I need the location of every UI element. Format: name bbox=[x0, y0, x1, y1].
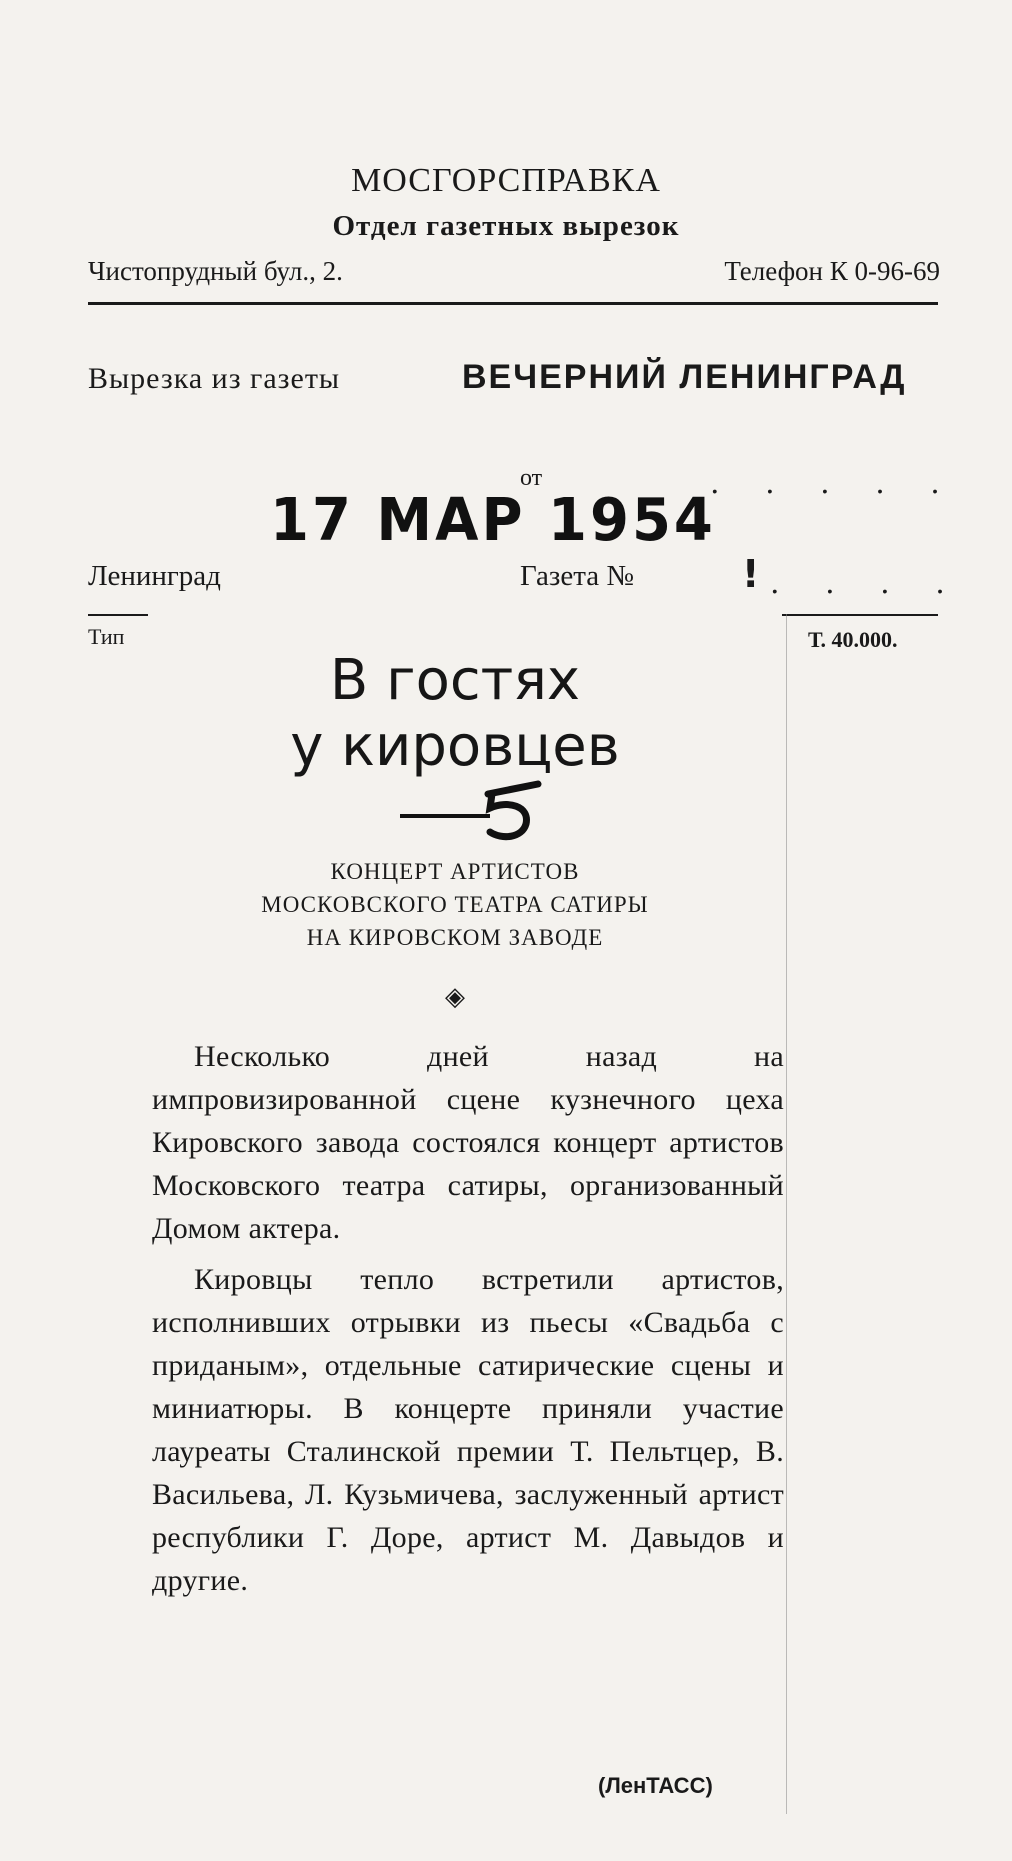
gazeta-dots: . . . . bbox=[770, 566, 963, 601]
clipping-from-label: Вырезка из газеты bbox=[88, 362, 341, 395]
phone-number: Телефон К 0-96-69 bbox=[724, 256, 940, 286]
newspaper-name: ВЕЧЕРНИЙ ЛЕНИНГРАД bbox=[462, 358, 907, 396]
header-divider bbox=[88, 302, 938, 305]
article-paragraph-1: Несколько дней назад на импровизированной сцене кузнечного цеха Кировского завода состоялся концерт артистов Московского театра сатиры, организованный Домом актера. bbox=[152, 1040, 784, 1245]
column-rule bbox=[786, 614, 787, 1814]
type-rule bbox=[88, 614, 148, 616]
type-label: Тип bbox=[88, 624, 125, 649]
department-name: Отдел газетных вырезок bbox=[332, 210, 680, 242]
date-dots: . . . . . bbox=[710, 466, 958, 501]
organization-name: МОСГОРСПРАВКА bbox=[351, 162, 661, 199]
circulation: Т. 40.000. bbox=[808, 627, 898, 652]
article-paragraph-2: Кировцы тепло встретили артистов, исполнивших отрывки из пьесы «Свадьба с приданым», отдельные сатирические сцены и миниатюры. В концерте приняли участие лауреаты Сталинской премии Т. Пельтцер, В. Васильева, Л. Кузьмичева, заслуженный артист республики Г. Доре, артист М. Давыдов и другие. bbox=[152, 1263, 784, 1597]
gazeta-number-label: Газета № bbox=[520, 560, 635, 592]
circulation-rule bbox=[782, 614, 938, 616]
article-subtitle-line-3: НА КИРОВСКОМ ЗАВОДЕ bbox=[306, 925, 604, 950]
article-subtitle-line-2: МОСКОВСКОГО ТЕАТРА САТИРЫ bbox=[261, 892, 649, 917]
article-body bbox=[152, 1035, 784, 1610]
address: Чистопрудный бул., 2. bbox=[88, 256, 343, 286]
ornament-icon: ◈ bbox=[445, 982, 465, 1012]
gazeta-number-mark: ! bbox=[742, 552, 760, 596]
article-title-line-2: у кировцев bbox=[290, 714, 620, 779]
date-stamp: 17 МАР 1954 bbox=[270, 486, 716, 555]
date-label: от bbox=[520, 465, 543, 491]
article-subtitle-line-1: КОНЦЕРТ АРТИСТОВ bbox=[330, 859, 580, 884]
article-title-line-1: В гостях bbox=[329, 648, 581, 713]
article-title bbox=[130, 648, 780, 780]
article-subtitle bbox=[130, 855, 780, 954]
city-label: Ленинград bbox=[88, 560, 221, 592]
handwritten-page-mark bbox=[398, 772, 598, 844]
article-source: (ЛенТАСС) bbox=[598, 1773, 713, 1798]
